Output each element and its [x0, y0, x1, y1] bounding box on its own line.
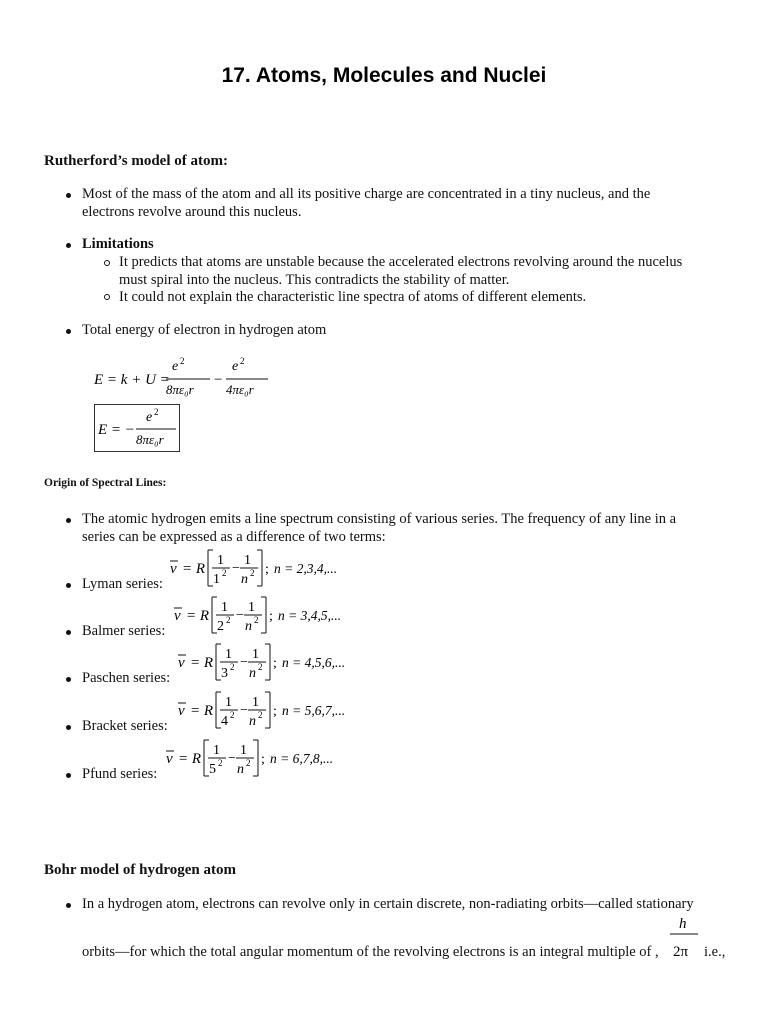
limitation-1-line-1: It predicts that atoms are unstable because the accelerated electrons revolving around the nucelus: [119, 254, 683, 270]
bullet-icon: [66, 903, 71, 908]
exponent-two: 2: [226, 615, 231, 625]
base-number: 4: [221, 714, 228, 729]
bohr-line-1: In a hydrogen atom, electrons can revolve only in certain discrete, non-radiating orbits—called stationary: [82, 896, 694, 912]
numerator-one: 1: [248, 600, 255, 615]
minus-sign: −: [240, 655, 248, 670]
equals-r: = R: [182, 561, 206, 577]
exponent-two: 2: [250, 568, 255, 578]
numerator-one: 1: [225, 695, 232, 710]
exponent-two: 2: [246, 758, 251, 768]
eq2-den: 8πε₀r: [136, 432, 164, 447]
eq2-sq: 2: [154, 407, 159, 417]
rutherford-heading: Rutherford’s model of atom:: [44, 153, 228, 169]
semicolon: ;: [273, 656, 277, 671]
eq1-den2: 4πε₀r: [226, 382, 254, 397]
bullet-icon: [66, 677, 71, 682]
series-name: Pfund series:: [82, 766, 158, 782]
numerator-one: 1: [213, 743, 220, 758]
exponent-two: 2: [222, 568, 227, 578]
equals-r: = R: [190, 703, 214, 719]
minus-sign: −: [232, 561, 240, 576]
total-energy-text: Total energy of electron in hydrogen atom: [82, 322, 327, 338]
series-name: Paschen series:: [82, 670, 171, 686]
boxed-equation-svg: [96, 406, 178, 450]
semicolon: ;: [273, 704, 277, 719]
series-formula: [168, 546, 358, 590]
equals-r: = R: [190, 655, 214, 671]
exponent-two: 2: [218, 758, 223, 768]
bohr-line-2: orbits—for which the total angular momentum of the revolving electrons is an integral multiple of ,: [82, 944, 659, 960]
minus-sign: −: [236, 608, 244, 623]
numerator-one: 1: [225, 647, 232, 662]
bullet-icon: [66, 518, 71, 523]
bohr-frac-den: 2π: [673, 944, 689, 960]
numerator-one: 1: [217, 553, 224, 568]
exponent-two: 2: [230, 710, 235, 720]
bullet-icon: [66, 329, 71, 334]
rutherford-point-1-line-2: electrons revolve around this nucleus.: [82, 204, 302, 220]
semicolon: ;: [265, 562, 269, 577]
n-symbol: n: [241, 572, 248, 587]
eq1-num2: e: [232, 359, 239, 374]
n-symbol: n: [249, 714, 256, 729]
nu-symbol: ν: [166, 751, 173, 767]
equals-r: = R: [178, 751, 202, 767]
eq2-lhs: E = −: [98, 422, 135, 438]
energy-equation: [92, 354, 272, 402]
base-number: 3: [221, 666, 228, 681]
n-range: n = 2,3,4,...: [274, 561, 338, 576]
equals-r: = R: [186, 608, 210, 624]
eq1-lhs: E = k + U =: [94, 372, 170, 388]
eq1-minus: −: [214, 372, 223, 388]
sub-bullet-icon: [104, 294, 110, 300]
exponent-two: 2: [230, 662, 235, 672]
series-formula: [176, 640, 366, 684]
semicolon: ;: [269, 609, 273, 624]
n-symbol: n: [237, 762, 244, 777]
rutherford-point-1-line-1: Most of the mass of the atom and all its positive charge are concentrated in a tiny nucleus, and the: [82, 186, 651, 202]
exponent-two: 2: [258, 710, 263, 720]
minus-sign: −: [240, 703, 248, 718]
page-title: 17. Atoms, Molecules and Nuclei: [221, 64, 547, 87]
bullet-icon: [66, 243, 71, 248]
nu-symbol: ν: [170, 561, 177, 577]
bohr-heading: Bohr model of hydrogen atom: [44, 862, 236, 878]
bullet-icon: [66, 193, 71, 198]
base-number: 2: [217, 619, 224, 634]
n-range: n = 5,6,7,...: [282, 703, 346, 718]
exponent-two: 2: [258, 662, 263, 672]
h-over-2pi-fraction: [668, 914, 700, 964]
bullet-icon: [66, 773, 71, 778]
spectral-intro-line-1: The atomic hydrogen emits a line spectrum consisting of various series. The frequency of any line in a: [82, 511, 677, 527]
numerator-one: 1: [244, 553, 251, 568]
limitation-1-line-2: must spiral into the nucleus. This contradicts the stability of matter.: [119, 272, 510, 288]
n-range: n = 6,7,8,...: [270, 751, 334, 766]
eq1-num1: e: [172, 359, 179, 374]
nu-symbol: ν: [174, 608, 181, 624]
bullet-icon: [66, 630, 71, 635]
eq1-sq1: 2: [180, 356, 185, 366]
base-number: 1: [213, 572, 220, 587]
numerator-one: 1: [252, 695, 259, 710]
minus-sign: −: [228, 751, 236, 766]
bohr-tail: i.e.,: [704, 944, 726, 960]
n-range: n = 4,5,6,...: [282, 655, 346, 670]
n-symbol: n: [245, 619, 252, 634]
nu-symbol: ν: [178, 655, 185, 671]
n-range: n = 3,4,5,...: [278, 608, 342, 623]
spectral-intro-line-2: series can be expressed as a difference of two terms:: [82, 529, 386, 545]
bullet-icon: [66, 725, 71, 730]
eq1-sq2: 2: [240, 356, 245, 366]
bohr-frac-num: h: [679, 916, 687, 932]
series-name: Bracket series:: [82, 718, 168, 734]
exponent-two: 2: [254, 615, 259, 625]
eq1-den1: 8πε₀r: [166, 382, 194, 397]
series-name: Lyman series:: [82, 576, 163, 592]
sub-bullet-icon: [104, 260, 110, 266]
semicolon: ;: [261, 752, 265, 767]
series-formula: [176, 688, 366, 732]
eq2-num: e: [146, 410, 153, 425]
series-formula: [164, 736, 354, 780]
numerator-one: 1: [252, 647, 259, 662]
spectral-heading: Origin of Spectral Lines:: [44, 477, 167, 489]
series-formula: [172, 593, 362, 637]
numerator-one: 1: [221, 600, 228, 615]
limitations-heading: Limitations: [82, 236, 154, 252]
base-number: 5: [209, 762, 216, 777]
n-symbol: n: [249, 666, 256, 681]
numerator-one: 1: [240, 743, 247, 758]
limitation-2: It could not explain the characteristic line spectra of atoms of different elements.: [119, 289, 587, 305]
nu-symbol: ν: [178, 703, 185, 719]
bullet-icon: [66, 583, 71, 588]
series-name: Balmer series:: [82, 623, 166, 639]
